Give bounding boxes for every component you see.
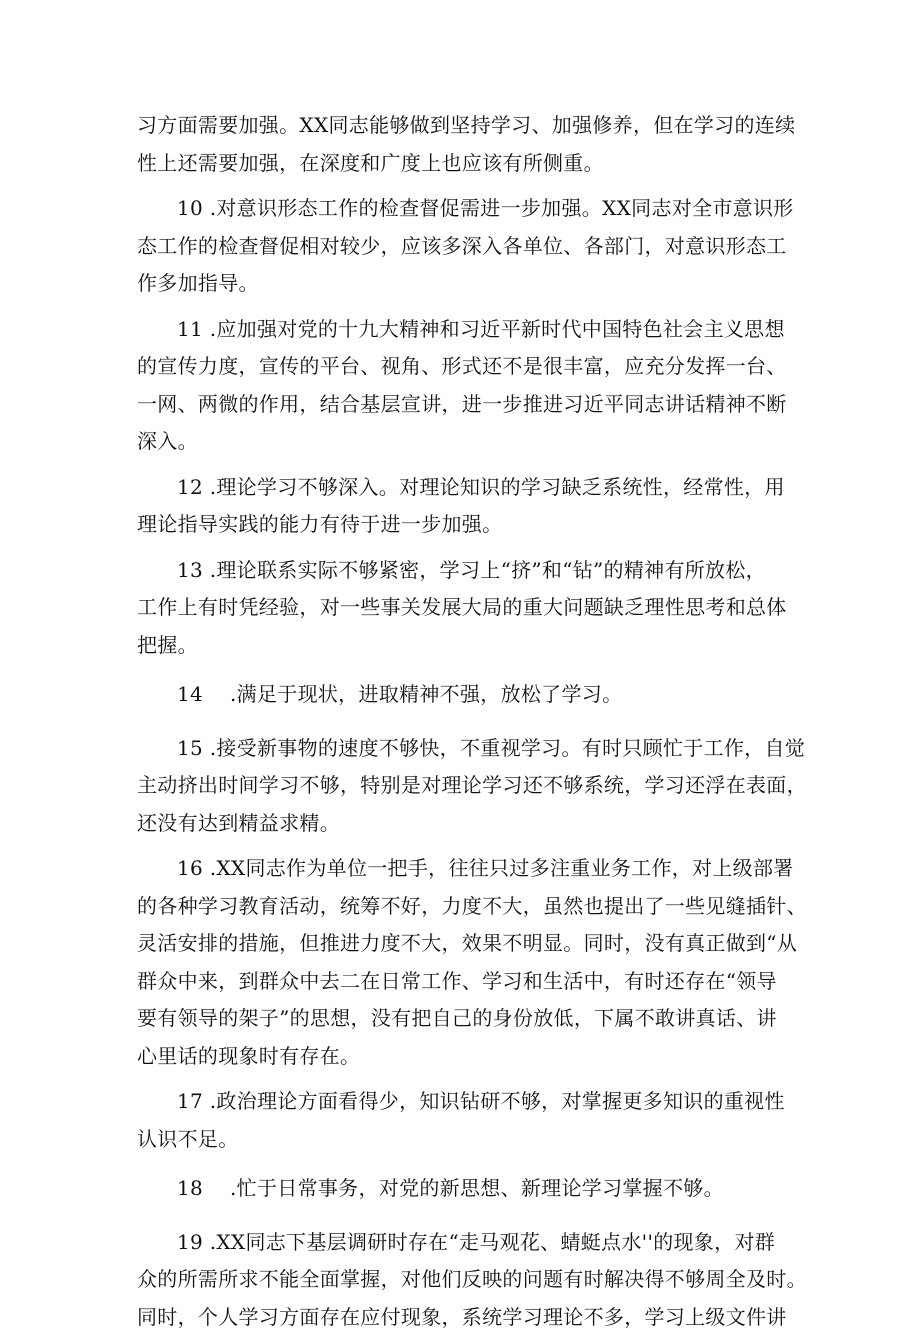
paragraph-item-18 <box>137 1170 787 1208</box>
paragraph-item-17 <box>137 1083 787 1158</box>
text-line: 群众中来，到群众中去二在日常工作、学习和生活中，有时还存在“领导 <box>137 963 787 1001</box>
text-line: 深入。 <box>137 423 787 461</box>
text-line: 13 .理论联系实际不够紧密，学习上“挤”和“钻”的精神有所放松， <box>137 552 787 590</box>
text-line: 理论指导实践的能力有待于进一步加强。 <box>137 506 787 544</box>
paragraph-item-10 <box>137 190 787 303</box>
text-line: 众的所需所求不能全面掌握，对他们反映的问题有时解决得不够周全及时。 <box>137 1261 787 1299</box>
text-line: 的各种学习教育活动，统筹不好，力度不大，虽然也提出了一些见缝插针、 <box>137 888 787 926</box>
text-line: 心里话的现象时有存在。 <box>137 1038 787 1076</box>
text-line: 态工作的检查督促相对较少，应该多深入各单位、各部门，对意识形态工 <box>137 228 787 266</box>
text-line: 18 .忙于日常事务，对党的新思想、新理论学习掌握不够。 <box>137 1170 787 1208</box>
paragraph-item-19 <box>137 1224 787 1336</box>
paragraph-item-11 <box>137 311 787 461</box>
document-body <box>137 107 787 1336</box>
text-line: 17 .政治理论方面看得少，知识钻研不够，对掌握更多知识的重视性 <box>137 1083 787 1121</box>
paragraph-item-13 <box>137 552 787 665</box>
text-line: 一网、两微的作用，结合基层宣讲，进一步推进习近平同志讲话精神不断 <box>137 386 787 424</box>
text-line: 10 .对意识形态工作的检查督促需进一步加强。XX同志对全市意识形 <box>137 190 787 228</box>
paragraph-item-15 <box>137 730 787 843</box>
paragraph-continuation <box>137 107 787 182</box>
text-line: 11 .应加强对党的十九大精神和习近平新时代中国特色社会主义思想 <box>137 311 787 349</box>
text-line: 性上还需要加强，在深度和广度上也应该有所侧重。 <box>137 145 787 183</box>
text-line: 工作上有时凭经验，对一些事关发展大局的重大问题缺乏理性思考和总体 <box>137 589 787 627</box>
paragraph-item-14 <box>137 676 787 714</box>
text-line: 习方面需要加强。XX同志能够做到坚持学习、加强修养，但在学习的连续 <box>137 107 787 145</box>
text-line: 12 .理论学习不够深入。对理论知识的学习缺乏系统性，经常性，用 <box>137 469 787 507</box>
text-line: 灵活安排的措施，但推进力度不大，效果不明显。同时，没有真正做到“从 <box>137 925 787 963</box>
text-line: 主动挤出时间学习不够，特别是对理论学习还不够系统，学习还浮在表面， <box>137 767 787 805</box>
text-line: 要有领导的架子”的思想，没有把自己的身份放低，下属不敢讲真话、讲 <box>137 1000 787 1038</box>
text-line: 16 .XX同志作为单位一把手，往往只过多注重业务工作，对上级部署 <box>137 850 787 888</box>
text-line: 的宣传力度，宣传的平台、视角、形式还不是很丰富，应充分发挥一台、 <box>137 348 787 386</box>
text-line: 还没有达到精益求精。 <box>137 805 787 843</box>
paragraph-item-12 <box>137 469 787 544</box>
text-line: 14 .满足于现状，进取精神不强，放松了学习。 <box>137 676 787 714</box>
text-line: 19 .XX同志下基层调研时存在“走马观花、蜻蜓点水''的现象，对群 <box>137 1224 787 1262</box>
text-line: 把握。 <box>137 627 787 665</box>
text-line: 同时，个人学习方面存在应付现象，系统学习理论不多，学习上级文件讲 <box>137 1299 787 1336</box>
text-line: 作多加指导。 <box>137 265 787 303</box>
text-line: 15 .接受新事物的速度不够快，不重视学习。有时只顾忙于工作，自觉 <box>137 730 787 768</box>
paragraph-item-16 <box>137 850 787 1075</box>
text-line: 认识不足。 <box>137 1121 787 1159</box>
